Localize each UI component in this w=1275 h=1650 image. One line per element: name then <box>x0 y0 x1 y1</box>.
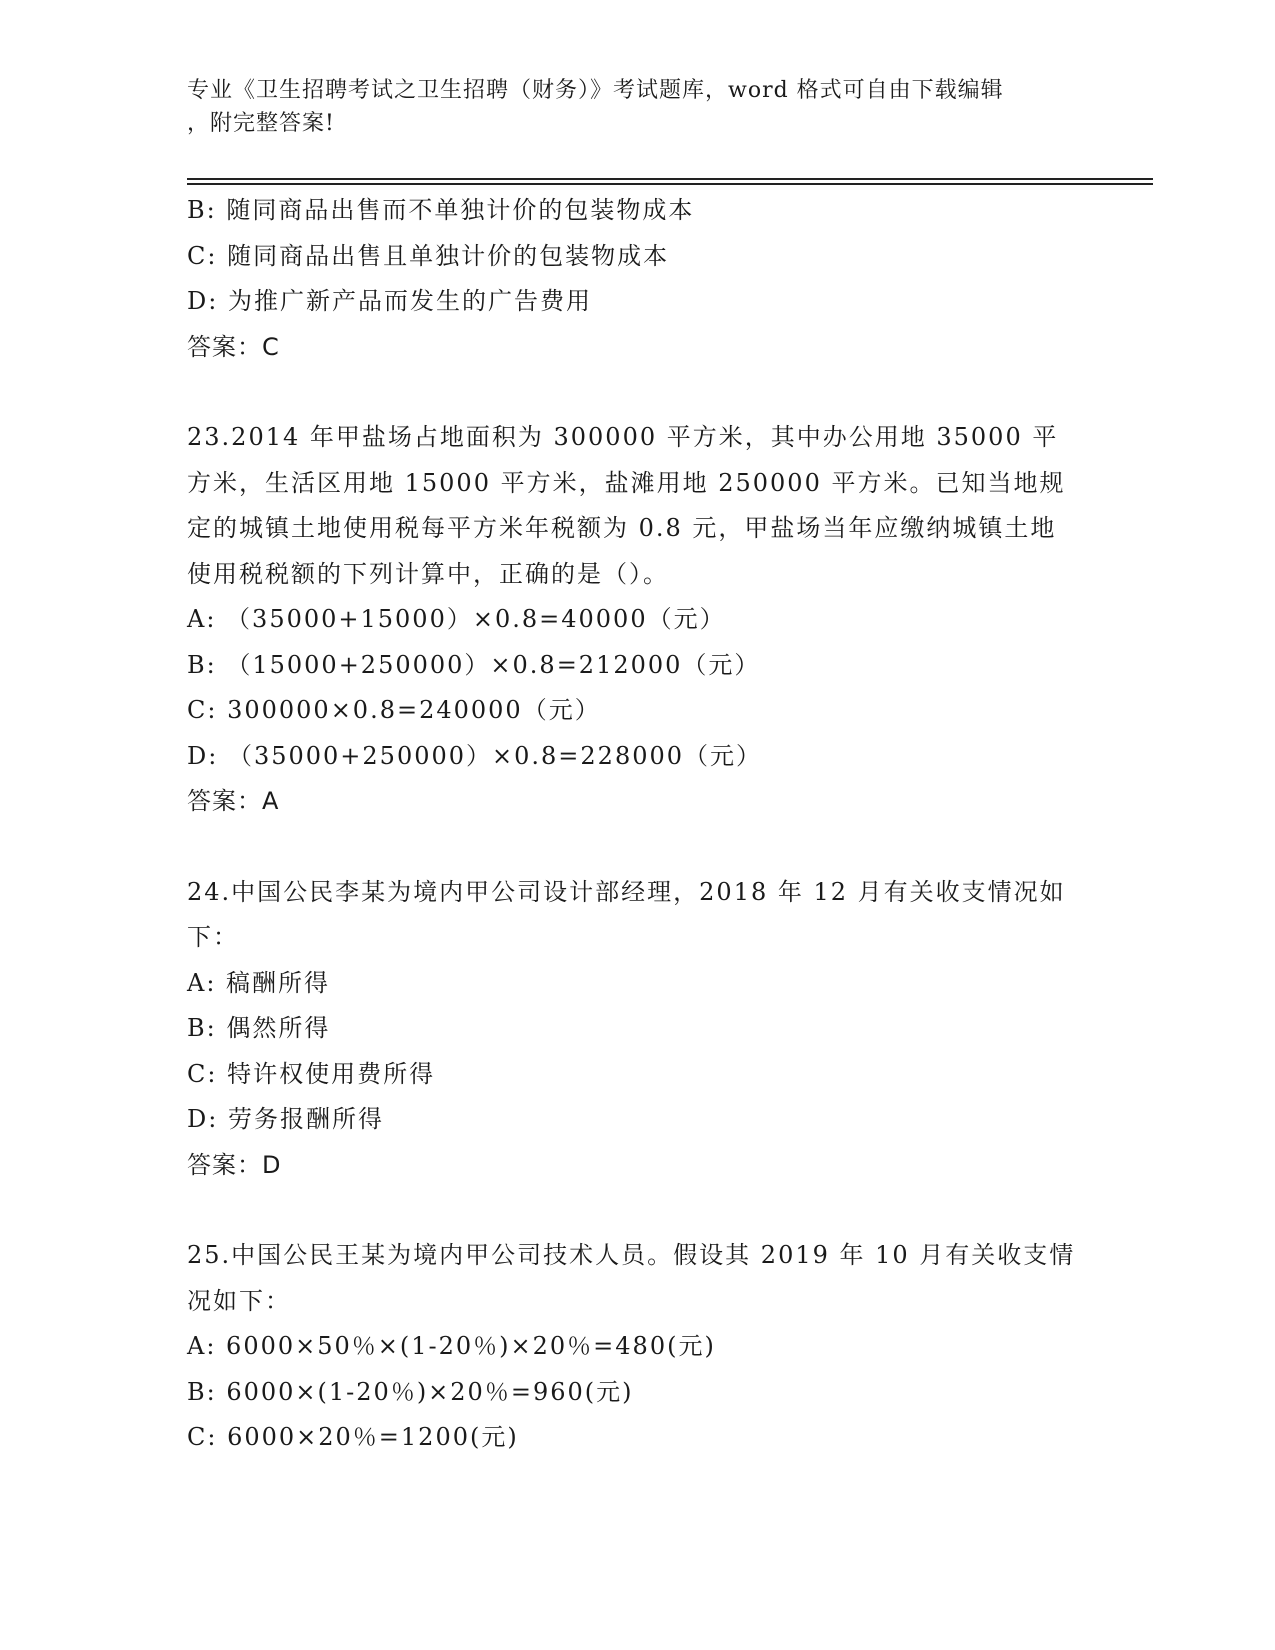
question-stem: 25.中国公民王某为境内甲公司技术人员。假设其 2019 年 10 月有关收支情况如下： <box>187 1241 1076 1315</box>
option-c: C: 随同商品出售且单独计价的包装物成本 <box>187 241 670 270</box>
spacer <box>187 370 1087 415</box>
option-d: D: 劳务报酬所得 <box>187 1105 384 1133</box>
question-stem: 24.中国公民李某为境内甲公司设计部经理，2018 年 12 月有关收支情况如下： <box>187 877 1066 951</box>
header-divider-bottom <box>187 183 1153 185</box>
option-c: C: 300000×0.8=240000（元） <box>187 696 601 724</box>
option-b: B: 6000×(1-20％)×20％=960(元) <box>187 1377 634 1406</box>
option-c: C: 特许权使用费所得 <box>187 1059 436 1088</box>
spacer <box>187 1188 1087 1233</box>
question-22-tail <box>187 188 1087 370</box>
option-b: B: 随同商品出售而不单独计价的包装物成本 <box>187 196 695 224</box>
option-b: B: 偶然所得 <box>187 1014 331 1042</box>
option-a: A: 6000×50％×(1-20％)×20％=480(元) <box>187 1332 716 1360</box>
spacer <box>187 825 1087 870</box>
header-line-1: 专业《卫生招聘考试之卫生招聘（财务）》考试题库，word 格式可自由下载编辑 <box>187 78 1004 103</box>
document-header <box>187 74 1067 140</box>
answer-line: 答案：D <box>187 1150 282 1179</box>
option-c: C: 6000×20％=1200(元) <box>187 1423 519 1451</box>
option-b: B: （15000+250000）×0.8=212000（元） <box>187 650 761 679</box>
answer-line: 答案：A <box>187 787 280 815</box>
option-d: D: 为推广新产品而发生的广告费用 <box>187 287 592 315</box>
question-24 <box>187 870 1087 1189</box>
question-25 <box>187 1233 1087 1461</box>
header-line-2: ，附完整答案! <box>187 111 335 136</box>
option-d: D: （35000+250000）×0.8=228000（元） <box>187 741 763 770</box>
header-divider-top <box>187 178 1153 180</box>
option-a: A: 稿酬所得 <box>187 968 331 997</box>
option-a: A: （35000+15000）×0.8=40000（元） <box>187 605 726 633</box>
question-23 <box>187 415 1087 825</box>
question-content <box>187 188 1087 1461</box>
question-stem: 23.2014 年甲盐场占地面积为 300000 平方米，其中办公用地 35000 平方米，生活区用地 15000 平方米，盐滩用地 250000 平方米。已知当地规定的城镇土地使用税每平方米年税额为 0.8 元，甲盐场当年应缴纳城镇土地使用税税额的下列计算中，正确的是（）。 <box>187 423 1066 588</box>
answer-line: 答案：C <box>187 332 280 361</box>
